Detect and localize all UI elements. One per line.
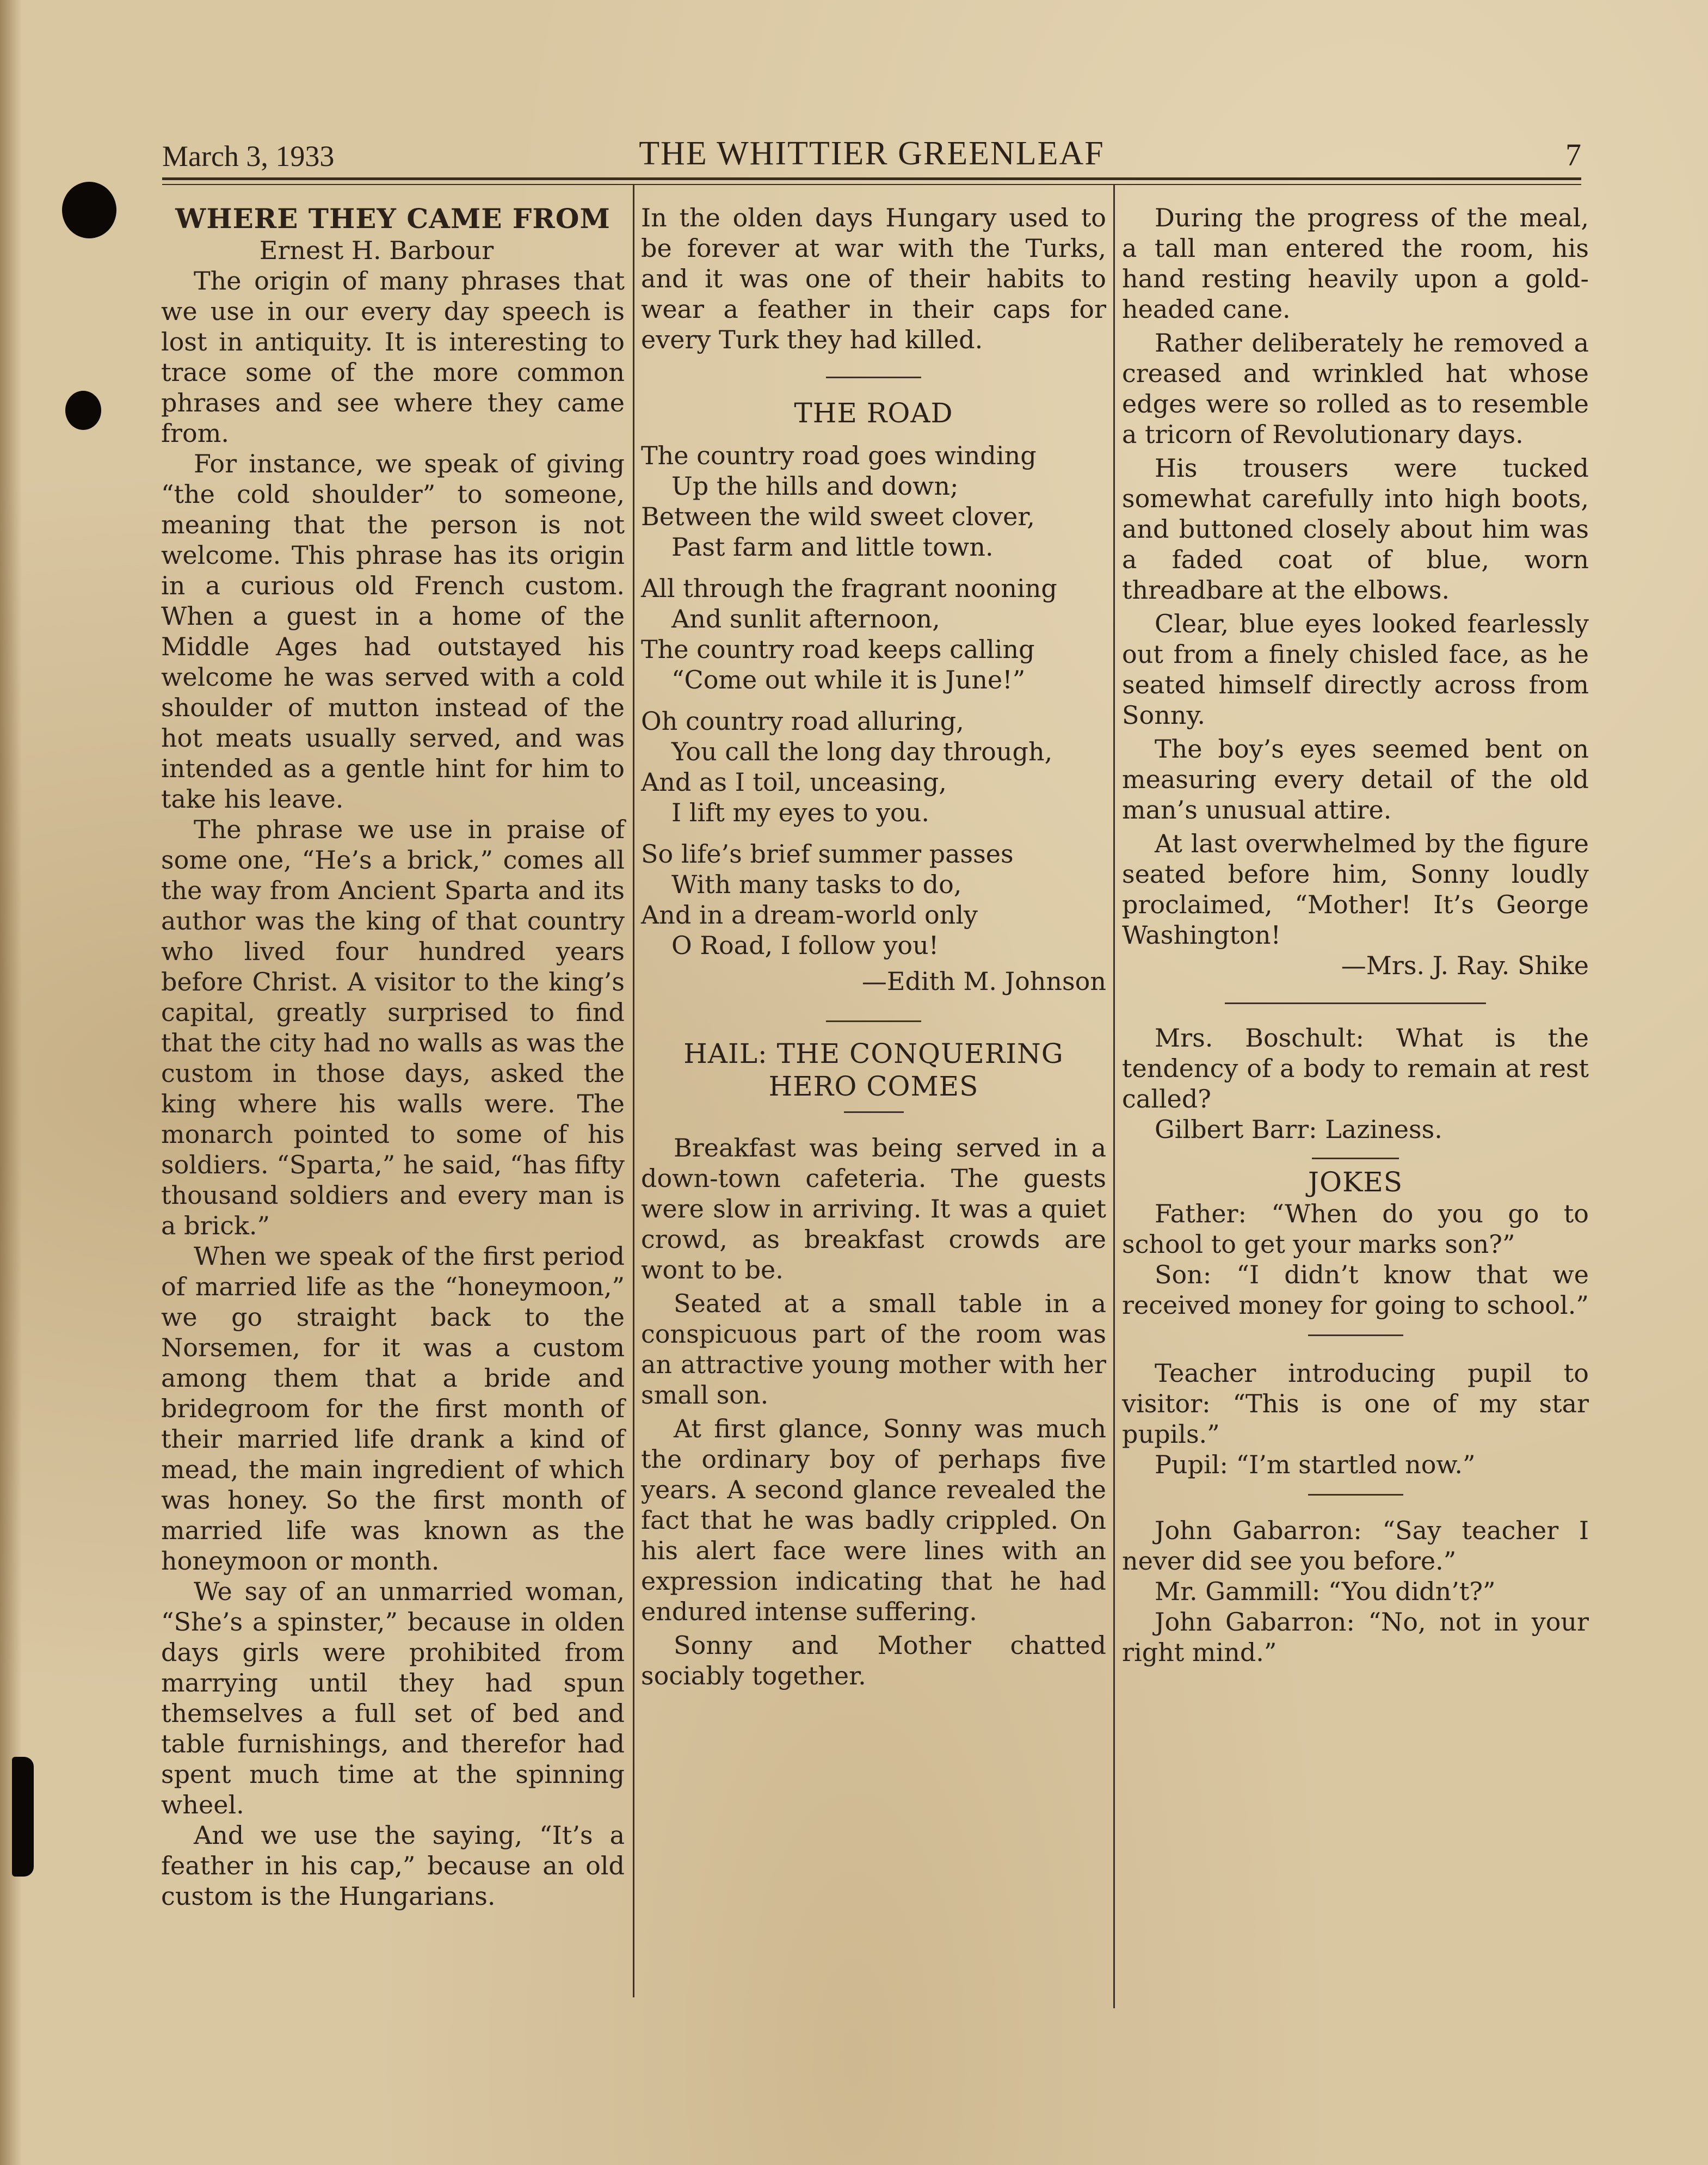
article-paragraph: We say of an unmarried woman, “She’s a spinster,” because in olden days girls were prohibited from marrying until they had spun themselves a full set of bed and table furnishings, and therefor had spent much time at the spinning wheel. [161,1577,625,1819]
column-3 [1122,202,1589,1668]
article-paragraph: The origin of many phrases that we use in our every day speech is lost in antiquity. It is interesting to trace some of the more common phrases and see where they came from. [161,266,625,448]
article-paragraph: When we speak of the first period of married life as the “honeymoon,” we go straight back to the Norsemen, for it was a custom among them that a bride and bridegroom for the first month of their married life drank a kind of mead, the main ingredient of which was honey. So the first month of married life was known as the honeymoon or month. [161,1241,625,1576]
joke-line: Son: “I didn’t know that we received money for going to school.” [1122,1260,1589,1320]
article-continuation: In the olden days Hungary used to be forever at war with the Turks, and it was one of their habits to wear a feather in their caps for every Turk they had killed. [641,203,1106,354]
poem-line: Past farm and little town. [671,532,994,562]
joke-line: John Gabarron: “Say teacher I never did see you before.” [1122,1516,1589,1576]
poem-line: So life’s brief summer passes [641,839,1014,869]
column-divider [1113,185,1115,2008]
article-author: Ernest H. Barbour [259,236,494,265]
poem-line: And in a dream-world only [641,900,978,930]
quip-question: Mrs. Boschult: What is the tendency of a body to remain at rest called? [1122,1023,1589,1114]
poem-line: The country road keeps calling [641,635,1035,664]
poem-line: Between the wild sweet clover, [641,502,1035,531]
poem-stanza [641,839,1106,961]
page-number: 7 [1565,137,1581,173]
joke-line: Mr. Gammill: “You didn’t?” [1155,1577,1496,1606]
jokes-title: JOKES [1308,1166,1403,1198]
story-paragraph: At first glance, Sonny was much the ordinary boy of perhaps five years. A second glance revealed the fact that he was badly crippled. On his alert face were lines with an expression indicating that he had endured intense suffering. [641,1414,1106,1626]
story-paragraph: At last overwhelmed by the figure seated before him, Sonny loudly proclaimed, “Mother! It’s George Washington! [1122,829,1589,950]
poem-title: THE ROAD [794,397,953,429]
story-paragraph: The boy’s eyes seemed bent on measuring every detail of the old man’s unusual attire. [1122,734,1589,825]
poem-line: All through the fragrant nooning [641,574,1057,603]
binding-tear [12,1757,34,1877]
article-title: WHERE THEY CAME FROM [175,202,611,235]
poem [641,440,1106,961]
punch-hole [65,391,101,430]
poem-stanza [641,573,1106,695]
story-title-line: HERO COMES [768,1071,979,1102]
story-paragraph: His trousers were tucked somewhat carefully into high boots, and buttoned closely about him was a faded coat of blue, worn threadbare at the elbows. [1122,453,1589,605]
issue-date: March 3, 1933 [162,140,335,173]
quip-answer: Gilbert Barr: Laziness. [1155,1115,1442,1144]
section-divider [1308,1494,1403,1496]
joke-line: Teacher introducing pupil to visitor: “This is one of my star pupils.” [1122,1358,1589,1449]
poem-line: Up the hills and down; [671,471,959,501]
joke-line: Father: “When do you go to school to get your marks son?” [1122,1199,1589,1259]
column-divider [633,185,634,1997]
story-paragraph: Rather deliberately he removed a creased and wrinkled hat whose edges were so rolled as to resemble a tricorn of Revolutionary days. [1122,328,1589,449]
newspaper-title: THE WHITTIER GREENLEAF [639,135,1105,172]
poem-line: The country road goes winding [641,441,1037,470]
column-2 [641,202,1106,1691]
article-paragraph: For instance, we speak of giving “the cold shoulder” to someone, meaning that the person is not welcome. This phrase has its origin in a curious old French custom. When a guest in a home of the Middle Ages had outstayed his welcome he was served with a cold shoulder of mutton instead of the hot meats usually served, and was intended as a gentle hint for him to take his leave. [161,449,625,814]
story-paragraph: Seated at a small table in a conspicuous part of the room was an attractive young mother with her small son. [641,1289,1106,1410]
section-divider [826,1020,921,1022]
poem-line: “Come out while it is June!” [671,665,1026,694]
section-divider [1308,1334,1403,1336]
joke-line: John Gabarron: “No, not in your right mind.” [1122,1607,1589,1667]
article-paragraph: The phrase we use in praise of some one, “He’s a brick,” comes all the way from Ancient Sparta and its author was the king of that country who lived four hundred years before Christ. A visitor to the king’s capital, greatly surprised to find that the city had no walls as was the custom in those days, asked the king where his walls were. The monarch pointed to some of his soldiers. “Sparta,” he said, “has fifty thousand soldiers and every man is a brick.” [161,815,625,1240]
section-divider [826,377,921,378]
article-paragraph: And we use the saying, “It’s a feather in his cap,” because an old custom is the Hungarians. [161,1820,625,1911]
masthead-rule [162,177,1581,180]
poem-line: You call the long day through, [671,737,1053,766]
poem-line: Oh country road alluring, [641,706,964,736]
poem-line: O Road, I follow you! [671,931,939,960]
poem-author: —Edith M. Johnson [861,967,1106,996]
section-divider [1225,1002,1486,1004]
poem-stanza [641,706,1106,828]
joke-line: Pupil: “I’m startled now.” [1155,1450,1476,1479]
section-divider [844,1111,904,1113]
section-divider [1312,1158,1399,1159]
story-paragraph: Breakfast was being served in a down-town cafeteria. The guests were slow in arriving. It was a quiet crowd, as breakfast crowds are wont to be. [641,1133,1106,1284]
story-title-line: HAIL: THE CONQUERING [683,1038,1064,1069]
story-author: —Mrs. J. Ray. Shike [1341,951,1589,980]
masthead-rule [162,184,1581,185]
poem-stanza [641,440,1106,562]
story-paragraph: Sonny and Mother chatted sociably together. [641,1631,1106,1690]
story-paragraph: Clear, blue eyes looked fearlessly out from a finely chisled face, as he seated himself directly across from Sonny. [1122,609,1589,730]
column-1 [161,202,625,1911]
poem-line: And as I toil, unceasing, [641,767,947,797]
masthead [162,126,1581,179]
story-title [641,1037,1106,1103]
story-paragraph: During the progress of the meal, a tall man entered the room, his hand resting heavily upon a gold-headed cane. [1122,203,1589,324]
poem-line: And sunlit afternoon, [671,604,940,633]
poem-line: With many tasks to do, [671,870,962,899]
punch-hole [62,182,116,238]
poem-line: I lift my eyes to you. [671,798,929,827]
